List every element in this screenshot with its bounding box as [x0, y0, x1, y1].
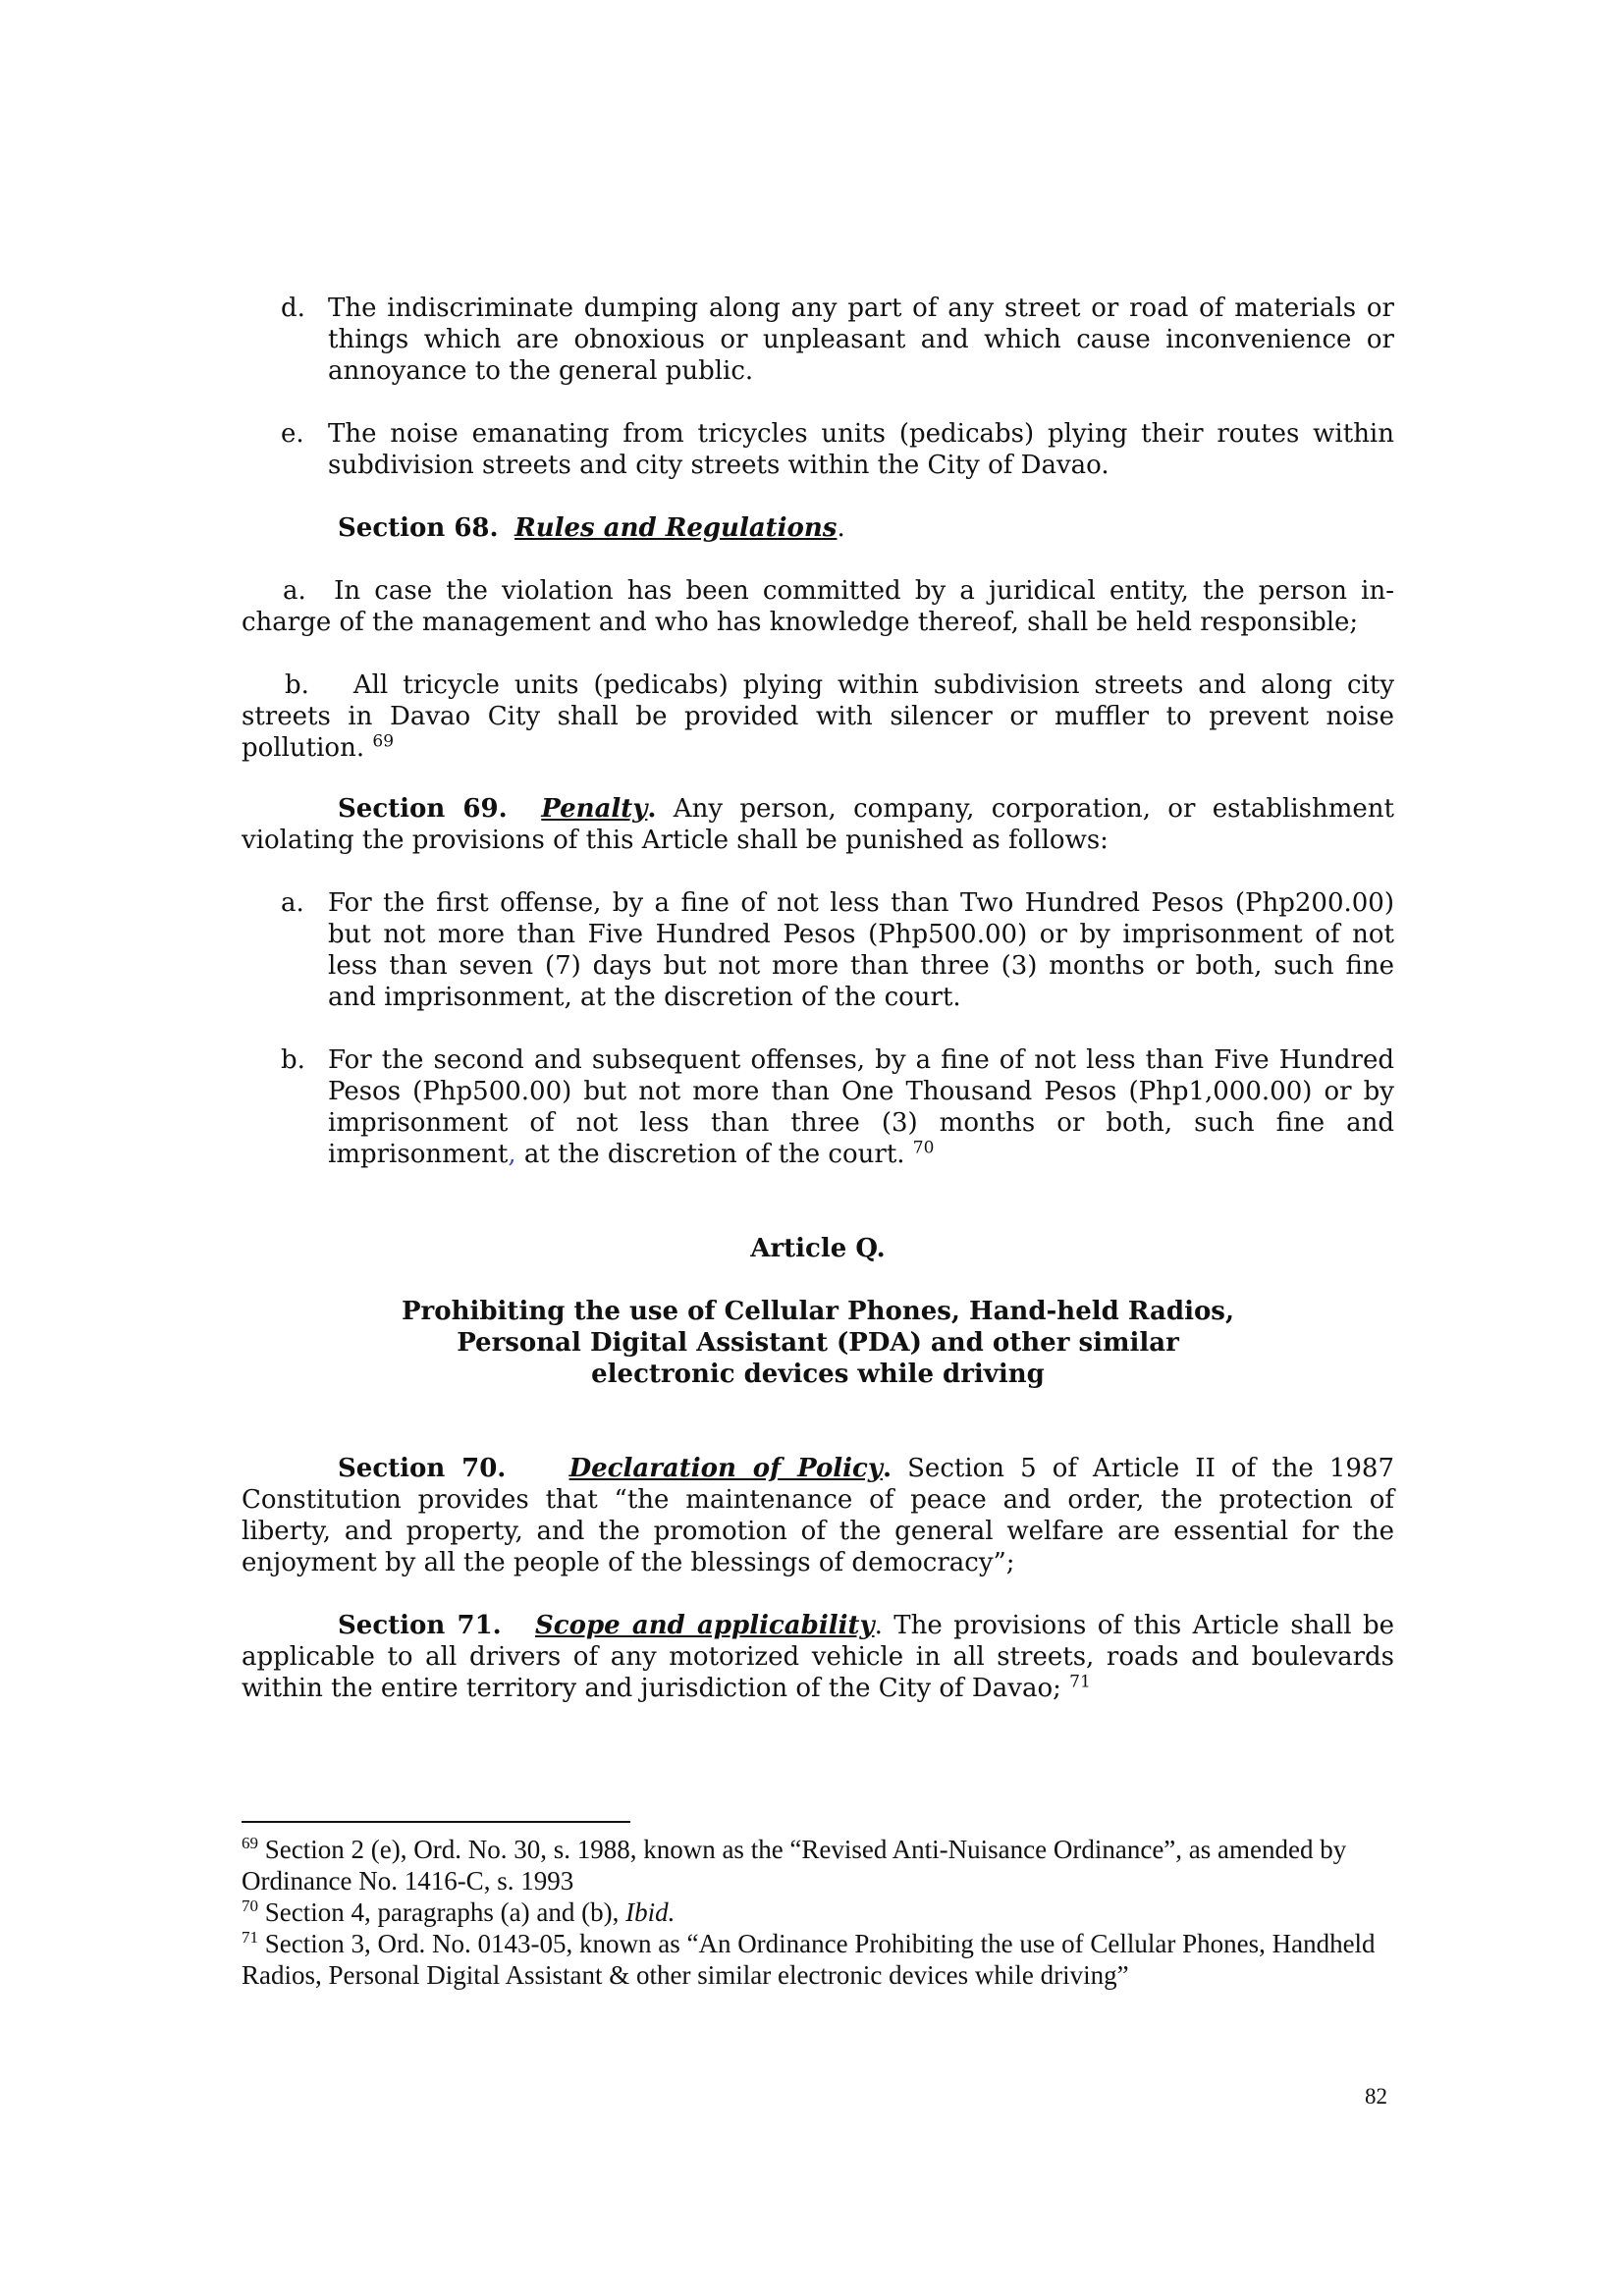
para-label: b.: [285, 670, 309, 700]
footnote-text: Section 2 (e), Ord. No. 30, s. 1988, known as the “Revised Anti-Nuisance Ordinance”, as amended by Ordinance No. 1416-C, s. 1993: [242, 1835, 1347, 1896]
section-70-para: Section 70. Declaration of Policy. Section 5 of Article II of the 1987 Constitution provides that “the maintenance of peace and order, the protection of liberty, and property, and the promotion of the general welfare are essential for the enjoyment by all the people of the blessings of democracy”;: [242, 1454, 1395, 1577]
footnote-69: [242, 1834, 1394, 1896]
section-title: Declaration of Policy: [568, 1454, 883, 1483]
footnote-text: Section 3, Ord. No. 0143-05, known as “An Ordinance Prohibiting the use of Cellular Phones, Handheld Radios, Personal Digital Assistant & other similar electronic devices while driving”: [242, 1929, 1376, 1990]
list-label: d.: [281, 294, 305, 323]
footnote-text: Section 4, paragraphs (a) and (b),: [264, 1897, 626, 1927]
footnote-ref[interactable]: 71: [1069, 1672, 1091, 1692]
footnote-number: 69: [242, 1834, 258, 1852]
footnote-number: 71: [242, 1928, 258, 1947]
section-title: Penalty: [541, 794, 648, 824]
article-subtitle-line-1: Prohibiting the use of Cellular Phones, Hand-held Radios,: [402, 1297, 1234, 1326]
footnote-number: 70: [242, 1896, 258, 1915]
list-item-e: [281, 418, 1394, 481]
section-69-para: Section 69. Penalty. Any person, company, corporation, or establishment violating the provisions of this Article shall be punished as follows:: [242, 794, 1394, 855]
para-text: All tricycle units (pedicabs) plying within subdivision streets and along city streets in Davao City shall be provided with silencer or muffler to prevent noise pollution.: [242, 670, 1395, 763]
list-label: b.: [281, 1045, 305, 1075]
page-number: 82: [1365, 2084, 1387, 2109]
section-title: Rules and Regulations: [514, 513, 838, 543]
section-69-item-b: [281, 1044, 1394, 1170]
list-text: For the first offense, by a fine of not less than Two Hundred Pesos (Php200.00) but not more than Five Hundred Pesos (Php500.00) or by imprisonment of not less than seven (7) days but not more than three (3) months or both, such fine and imprisonment, at the discretion of the court.: [328, 888, 1394, 1012]
article-title: Article Q.: [750, 1234, 886, 1263]
list-text: For the second and subsequent offenses, by a fine of not less than Five Hundred Pesos (Php500.00) but not more than One Thousand Pesos (Php1,000.00) or by imprisonment of not less than three (3) months or both, such fine and imprisonment, at the discretion of the court. $^{70}$: [328, 1045, 1394, 1169]
section-text: Any person, company, corporation, or establishment violating the provisions of this Article shall be punished as follows:: [242, 794, 1394, 855]
footnote-ref[interactable]: 69: [372, 731, 395, 752]
section-number: Section 68.: [338, 513, 499, 543]
section-text: The provisions of this Article shall be applicable to all drivers of any motorized vehicle in all streets, roads and boulevards within the entire territory and jurisdiction of the City of Davao;: [242, 1611, 1394, 1703]
section-number: Section 71.: [338, 1611, 502, 1640]
footnote-ref[interactable]: 70: [912, 1138, 935, 1158]
para-label: a.: [283, 576, 306, 606]
section-71-para: Section 71. Scope and applicability. The provisions of this Article shall be applicable to all drivers of any motorized vehicle in all streets, roads and boulevards within the entire territory and jurisdiction of the City of Davao; $^{71}$: [242, 1611, 1394, 1703]
footnote-71: [242, 1928, 1394, 1991]
article-subtitle-line-3: electronic devices while driving: [591, 1360, 1045, 1389]
section-text: Section 5 of Article II of the 1987 Constitution provides that “the maintenance of peace and order, the protection of liberty, and property, and the promotion of the general welfare are essential for the enjoyment by all the people of the blessings of democracy”;: [242, 1454, 1395, 1577]
list-text: The indiscriminate dumping along any part of any street or road of materials or things which are obnoxious or unpleasant and which cause inconvenience or annoyance to the general public.: [328, 294, 1394, 386]
section-69-item-a: [281, 887, 1394, 1013]
section-68-para-b: [242, 669, 1394, 764]
list-text: The noise emanating from tricycles units (pedicabs) plying their routes within subdivision streets and city streets within the City of Davao.: [328, 419, 1394, 480]
section-68-heading: Section 68. Rules and Regulations.: [338, 513, 845, 543]
footnote-separator: [242, 1821, 630, 1823]
article-subtitle-line-2: Personal Digital Assistant (PDA) and other similar: [457, 1328, 1179, 1358]
list-label: e.: [281, 419, 304, 449]
footnote-italic: Ibid.: [625, 1897, 676, 1927]
list-label: a.: [281, 888, 304, 918]
list-item-d: [281, 293, 1394, 387]
section-68-para-a: [242, 575, 1394, 638]
para-text: In case the violation has been committed by a juridical entity, the person in-charge of the management and who has knowledge thereof, shall be held responsible;: [242, 576, 1395, 637]
section-number: Section 69.: [338, 794, 508, 824]
section-title: Scope and applicability: [535, 1611, 875, 1640]
footnote-70: [242, 1896, 1394, 1928]
section-number: Section 70.: [338, 1454, 507, 1483]
